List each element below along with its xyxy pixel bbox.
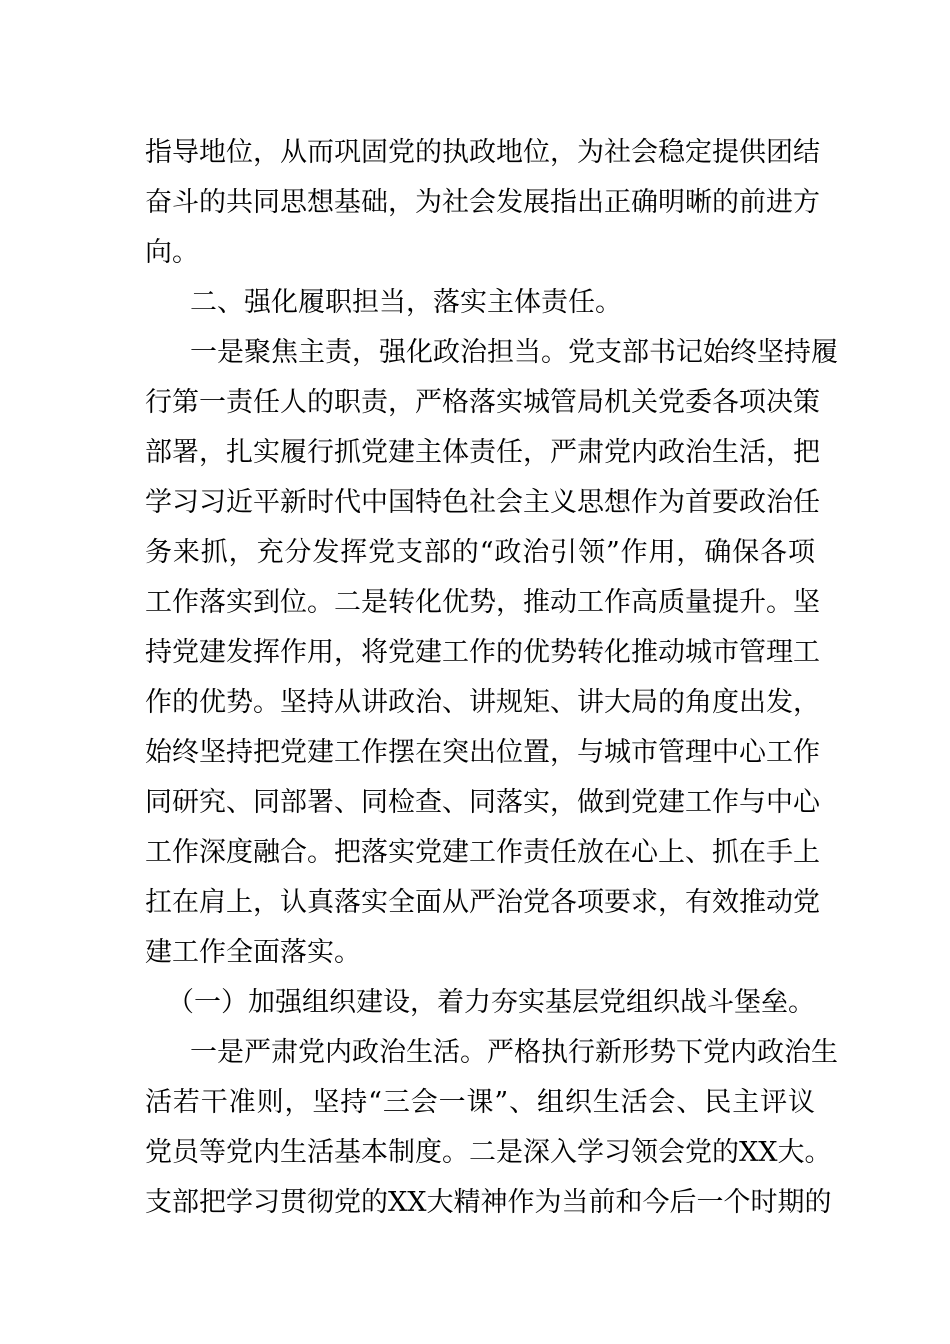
text-line: 务来抓，充分发挥党支部的“政治引领”作用，确保各项 bbox=[145, 537, 815, 568]
text-line: 支部把学习贯彻党的XX大精神作为当前和今后一个时期的 bbox=[145, 1187, 832, 1218]
text-line: 扛在肩上，认真落实全面从严治党各项要求，有效推动党 bbox=[145, 887, 820, 918]
text-line: 行第一责任人的职责，严格落实城管局机关党委各项决策 bbox=[145, 387, 820, 418]
text-line: 活若干准则，坚持“三会一课”、组织生活会、民主评议 bbox=[145, 1087, 815, 1118]
text-line: 党员等党内生活基本制度。二是深入学习领会党的XX大。 bbox=[145, 1137, 832, 1168]
text-line: 学习习近平新时代中国特色社会主义思想作为首要政治任 bbox=[145, 487, 820, 518]
document-body bbox=[145, 128, 838, 1228]
text-line: 指导地位，从而巩固党的执政地位，为社会稳定提供团结 bbox=[145, 137, 820, 168]
text-line: 持党建发挥作用，将党建工作的优势转化推动城市管理工 bbox=[145, 637, 820, 668]
subsection-heading: （一）加强组织建设，着力夯实基层党组织战斗堡垒。 bbox=[167, 987, 815, 1018]
text-line: 向。 bbox=[145, 237, 199, 268]
text-line: 建工作全面落实。 bbox=[145, 937, 361, 968]
paragraph-first-line: 一是严肃党内政治生活。严格执行新形势下党内政治生 bbox=[190, 1037, 838, 1068]
paragraph-first-line: 一是聚焦主责，强化政治担当。党支部书记始终坚持履 bbox=[190, 337, 838, 368]
text-line: 同研究、同部署、同检查、同落实，做到党建工作与中心 bbox=[145, 787, 820, 818]
section-heading: 二、强化履职担当，落实主体责任。 bbox=[190, 287, 622, 318]
text-line: 部署，扎实履行抓党建主体责任，严肃党内政治生活，把 bbox=[145, 437, 820, 468]
text-line: 工作落实到位。二是转化优势，推动工作高质量提升。坚 bbox=[145, 587, 820, 618]
text-line: 工作深度融合。把落实党建工作责任放在心上、抓在手上 bbox=[145, 837, 820, 868]
text-line: 作的优势。坚持从讲政治、讲规矩、讲大局的角度出发， bbox=[145, 687, 820, 718]
text-line: 始终坚持把党建工作摆在突出位置，与城市管理中心工作 bbox=[145, 737, 820, 768]
text-line: 奋斗的共同思想基础，为社会发展指出正确明晰的前进方 bbox=[145, 187, 820, 218]
